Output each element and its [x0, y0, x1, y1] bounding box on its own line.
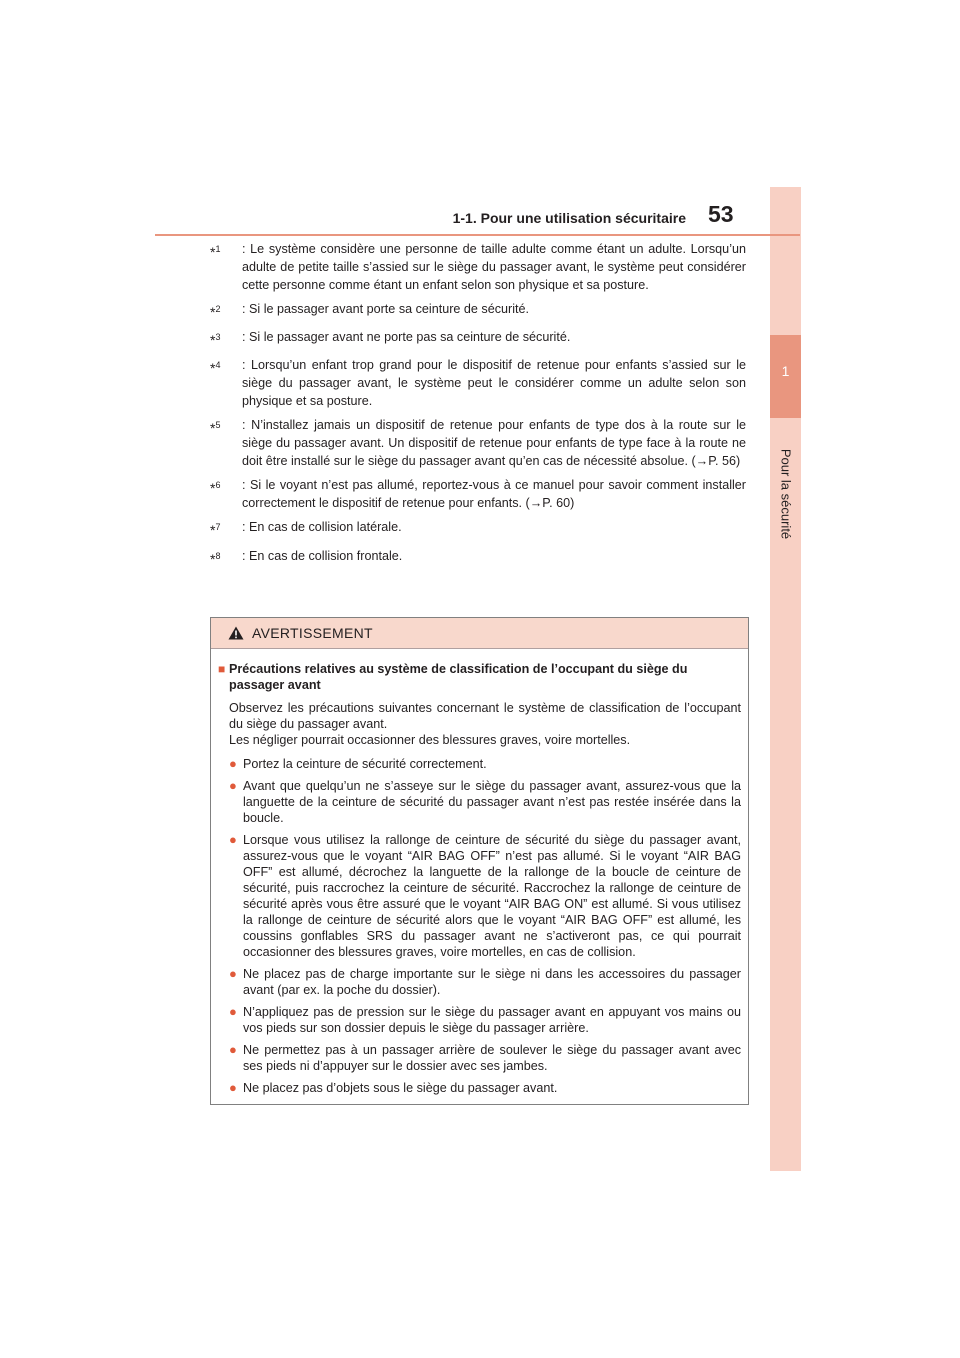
chapter-number: 1 — [781, 363, 790, 379]
warning-bullet: ● N’appliquez pas de pression sur le siège du passager avant en appuyant vos mains ou vos pieds sur son dossier depuis le siège du passager arrière. — [218, 1004, 741, 1036]
footnote-3 — [210, 328, 746, 350]
bullet-dot-icon: ● — [229, 1004, 237, 1019]
footnote-marker: *$^5$ — [210, 420, 221, 437]
footnote-marker: *$^6$ — [210, 480, 221, 497]
footnote-text: : N’installez jamais un dispositif de retenue pour enfants de type dos à la route sur le siège du passager avant. Un dispositif de retenue pour enfants de type face à la route ne doit être installé sur le siège du passager avant qu’en cas de nécessité absolue. (→P. 56) — [242, 418, 746, 469]
footnote-text: : Lorsqu’un enfant trop grand pour le dispositif de retenue pour enfants s’assied sur le siège du passager avant, le système peut le considérer comme un adulte selon son physique et sa posture. — [242, 358, 746, 409]
warning-body — [211, 649, 748, 1096]
warning-bullet: ● Ne permettez pas à un passager arrière de soulever le siège du passager avant avec ses pieds ni d’appuyer sur le dossier avec ses jambes. — [218, 1042, 741, 1074]
footnote-2 — [210, 300, 746, 322]
warning-title: AVERTISSEMENT — [252, 625, 373, 641]
warning-bullet-list — [218, 756, 741, 1096]
warning-section-title: Précautions relatives au système de classification de l’occupant du siège du passager avant — [229, 662, 688, 692]
bullet-dot-icon: ● — [229, 756, 237, 771]
bullet-dot-icon: ● — [229, 966, 237, 981]
footnote-list — [210, 240, 746, 575]
footnote-marker: *$^1$ — [210, 244, 221, 261]
warning-section-heading — [218, 661, 741, 693]
bullet-dot-icon: ● — [229, 1080, 237, 1095]
warning-bullet: ● Ne placez pas d’objets sous le siège du passager avant. — [218, 1080, 741, 1096]
footnote-marker: *$^4$ — [210, 360, 221, 377]
footnote-marker: *$^3$ — [210, 332, 221, 349]
warning-intro-2: Les négliger pourrait occasionner des blessures graves, voire mortelles. — [229, 733, 631, 747]
footnote-8 — [210, 547, 746, 569]
footnote-7 — [210, 518, 746, 540]
warning-bullet: ● Ne placez pas de charge importante sur le siège ni dans les accessoires du passager avant (par ex. la poche du dossier). — [218, 966, 741, 998]
footnote-text: : Le système considère une personne de taille adulte comme étant un adulte. Lorsqu’un adulte de petite taille s’assied sur le siège du passager avant, le système peut considérer cette personne comme étant un enfant selon son physique et sa posture. — [242, 242, 746, 292]
header-rule — [155, 234, 800, 236]
bullet-dot-icon: ● — [229, 778, 237, 793]
footnote-marker: *$^8$ — [210, 550, 221, 567]
footnote-marker: *$^7$ — [210, 522, 221, 539]
footnote-text: : Si le passager avant ne porte pas sa ceinture de sécurité. — [242, 330, 571, 345]
warning-bullet: ● Avant que quelqu’un ne s’asseye sur le siège du passager avant, assurez-vous que la languette de la ceinture de sécurité du passager avant n’est pas restée insérée dans la boucle. — [218, 778, 741, 826]
footnote-4 — [210, 356, 746, 410]
chapter-label: Pour la sécurité — [778, 448, 794, 540]
footnote-text: : Si le passager avant porte sa ceinture de sécurité. — [242, 302, 530, 316]
section-title: 1-1. Pour une utilisation sécuritaire — [452, 210, 686, 226]
footnote-1 — [210, 240, 746, 294]
footnote-text: : Si le voyant n’est pas allumé, reportez-vous à ce manuel pour savoir comment installer correctement le dispositif de retenue pour enfants. (→P. 60) — [242, 478, 746, 511]
footnote-6 — [210, 476, 746, 512]
warning-bullet: ● Portez la ceinture de sécurité correctement. — [218, 756, 741, 772]
warning-bullet: ● Lorsque vous utilisez la rallonge de ceinture de sécurité du siège du passager avant, assurez-vous que le voyant “AIR BAG OFF” n’est pas allumé. Si le voyant “AIR BAG OFF” est allumé, décrochez la languette de la rallonge de la boucle de ceinture de sécurité, puis raccrochez la ceinture de sécurité. Raccrochez la rallonge de ceinture de sécurité après vous être assuré que le voyant “AIR BAG ON” est allumé. Si vous utilisez la rallonge de ceinture de sécurité alors que le voyant “AIR BAG OFF” est allumé, les coussins gonflables SRS du passager avant ne s’activeront pas, ce qui pourrait occasionner des blessures graves, voire mortelles, en cas de collision. — [218, 832, 741, 960]
page-number: 53 — [708, 201, 734, 227]
warning-triangle-icon — [228, 626, 244, 640]
warning-intro-1: Observez les précautions suivantes concernant le système de classification de l’occupant du siège du passager avant. — [229, 701, 741, 731]
footnote-marker: *$^2$ — [210, 304, 221, 321]
footnote-text: : En cas de collision frontale. — [242, 548, 403, 563]
footnote-5 — [210, 416, 746, 470]
square-bullet-icon: ■ — [218, 662, 226, 676]
warning-header — [211, 618, 748, 649]
bullet-dot-icon: ● — [229, 832, 237, 847]
footnote-text: : En cas de collision latérale. — [242, 520, 402, 535]
bullet-dot-icon: ● — [229, 1042, 237, 1057]
warning-box — [210, 617, 749, 1105]
